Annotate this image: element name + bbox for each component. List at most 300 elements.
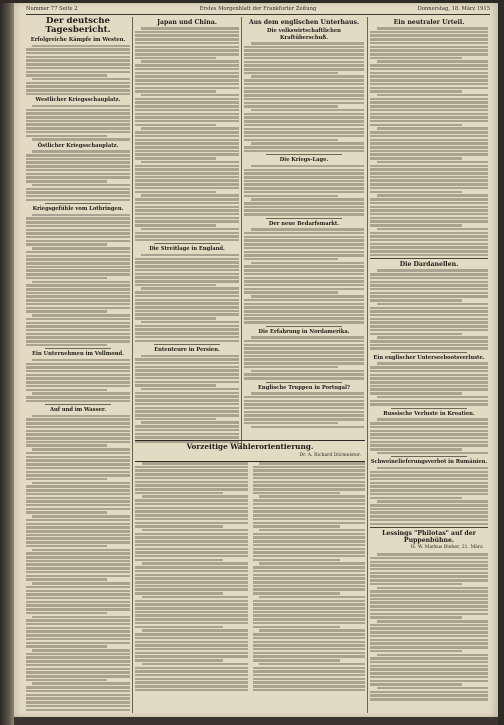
text-line bbox=[135, 280, 239, 283]
text-line bbox=[26, 336, 130, 339]
text-line bbox=[26, 240, 130, 243]
text-line bbox=[370, 310, 488, 313]
text-line bbox=[135, 72, 239, 75]
text-line bbox=[370, 691, 488, 694]
text-line bbox=[370, 698, 488, 701]
text-line bbox=[259, 495, 365, 498]
text-line bbox=[26, 307, 130, 310]
text-line bbox=[370, 333, 462, 336]
text-line bbox=[32, 105, 130, 108]
column-1-text-block bbox=[26, 45, 130, 96]
text-line bbox=[370, 131, 488, 134]
text-line bbox=[135, 57, 216, 60]
column-4b-text-block bbox=[370, 553, 488, 701]
text-line bbox=[244, 243, 364, 246]
text-line bbox=[370, 572, 488, 575]
text-line bbox=[370, 165, 488, 168]
text-line bbox=[244, 135, 364, 138]
text-line bbox=[26, 176, 130, 179]
text-line bbox=[26, 645, 107, 648]
wide-article-body bbox=[135, 462, 365, 693]
text-line bbox=[26, 123, 130, 126]
text-line bbox=[135, 678, 248, 681]
text-line bbox=[135, 306, 239, 309]
text-line bbox=[244, 269, 364, 272]
text-line bbox=[135, 384, 216, 387]
text-line bbox=[26, 638, 130, 641]
text-line bbox=[135, 410, 239, 413]
text-line bbox=[253, 514, 366, 517]
text-line bbox=[135, 600, 248, 603]
text-line bbox=[244, 187, 364, 190]
text-line bbox=[377, 620, 488, 623]
text-line bbox=[135, 38, 239, 41]
text-line bbox=[26, 127, 130, 130]
column-2-text-block bbox=[135, 27, 239, 241]
text-line bbox=[244, 291, 338, 294]
text-line bbox=[26, 664, 130, 667]
column-3-text-block bbox=[244, 228, 364, 323]
text-line bbox=[253, 533, 366, 536]
text-line bbox=[259, 562, 365, 565]
column-4b-title: Lessings "Philotas" auf der Puppenbühne. bbox=[382, 530, 476, 545]
text-line bbox=[135, 109, 239, 112]
text-line bbox=[253, 588, 366, 591]
text-line bbox=[251, 42, 364, 45]
text-line bbox=[244, 358, 364, 361]
text-line bbox=[26, 63, 130, 66]
text-line bbox=[244, 87, 364, 90]
text-line bbox=[135, 566, 248, 569]
text-line bbox=[26, 463, 130, 466]
text-line bbox=[135, 206, 239, 209]
text-line bbox=[26, 604, 130, 607]
text-line bbox=[26, 89, 130, 92]
text-line bbox=[26, 158, 130, 161]
text-line bbox=[26, 552, 130, 555]
text-line bbox=[26, 630, 130, 633]
text-line bbox=[135, 42, 239, 45]
text-line bbox=[135, 399, 239, 402]
text-line bbox=[370, 676, 488, 679]
text-line bbox=[142, 529, 248, 532]
text-line bbox=[370, 113, 488, 116]
column-rule bbox=[367, 17, 368, 713]
text-line bbox=[244, 303, 364, 306]
text-line bbox=[253, 633, 366, 636]
text-line bbox=[135, 101, 239, 104]
column-2 bbox=[135, 17, 239, 449]
text-line bbox=[370, 627, 488, 630]
text-line bbox=[370, 75, 488, 78]
text-line bbox=[135, 168, 239, 171]
text-line bbox=[32, 78, 130, 81]
text-line bbox=[253, 522, 366, 525]
text-line bbox=[135, 559, 223, 562]
text-line bbox=[26, 627, 130, 630]
text-line bbox=[135, 265, 239, 268]
text-line bbox=[370, 217, 488, 220]
text-line bbox=[135, 611, 248, 614]
text-line bbox=[26, 340, 130, 343]
text-line bbox=[244, 57, 364, 60]
text-line bbox=[370, 254, 488, 257]
text-line bbox=[135, 633, 248, 636]
text-line bbox=[370, 642, 488, 645]
text-line bbox=[135, 603, 248, 606]
column-4-title: Ein neutraler Urteil. bbox=[393, 19, 465, 26]
text-line bbox=[370, 321, 488, 324]
text-line bbox=[135, 373, 239, 376]
text-line bbox=[370, 340, 488, 343]
column-1-separator bbox=[45, 348, 112, 349]
text-line bbox=[370, 478, 488, 481]
text-line bbox=[370, 366, 488, 369]
text-line bbox=[135, 414, 239, 417]
text-line bbox=[141, 421, 239, 424]
newspaper-page bbox=[14, 3, 498, 717]
column-2-separator bbox=[154, 344, 221, 345]
text-line bbox=[370, 511, 488, 514]
column-3-subhead-2: Die Kriegs-Lage. bbox=[279, 157, 329, 164]
text-line bbox=[253, 607, 366, 610]
text-line bbox=[244, 310, 364, 313]
wide-article bbox=[135, 438, 365, 713]
text-line bbox=[370, 668, 488, 671]
text-line bbox=[259, 596, 365, 599]
text-line bbox=[32, 649, 130, 652]
text-line bbox=[244, 113, 364, 116]
text-line bbox=[135, 220, 239, 223]
text-line bbox=[135, 146, 239, 149]
text-line bbox=[32, 582, 130, 585]
text-line bbox=[377, 336, 488, 339]
text-line bbox=[26, 120, 130, 123]
text-line bbox=[26, 467, 130, 470]
text-line bbox=[26, 59, 130, 62]
text-line bbox=[142, 562, 248, 565]
text-line bbox=[370, 46, 488, 49]
text-line bbox=[26, 534, 130, 537]
text-line bbox=[26, 366, 130, 369]
column-2-subhead-2: Ententeure in Persien. bbox=[154, 347, 220, 353]
text-line bbox=[370, 213, 488, 216]
text-line bbox=[253, 685, 366, 688]
text-line bbox=[26, 266, 130, 269]
text-line bbox=[26, 456, 130, 459]
text-line bbox=[135, 276, 239, 279]
text-line bbox=[244, 258, 338, 261]
text-line bbox=[135, 295, 239, 298]
text-line bbox=[377, 127, 488, 130]
text-line bbox=[377, 27, 488, 30]
column-1-text-block bbox=[26, 150, 130, 201]
text-line bbox=[141, 254, 239, 257]
text-line bbox=[244, 411, 364, 414]
text-line bbox=[26, 530, 130, 533]
text-line bbox=[370, 250, 488, 253]
text-line bbox=[370, 579, 488, 582]
text-line bbox=[26, 243, 107, 246]
text-line bbox=[26, 154, 130, 157]
text-line bbox=[370, 601, 488, 604]
text-line bbox=[32, 448, 130, 451]
text-line bbox=[244, 195, 338, 198]
text-line bbox=[141, 60, 239, 63]
text-line bbox=[26, 191, 130, 194]
text-line bbox=[244, 422, 338, 425]
text-line bbox=[26, 697, 130, 700]
text-line bbox=[370, 422, 488, 425]
column-2-text-block bbox=[135, 355, 239, 443]
text-line bbox=[26, 255, 130, 258]
text-line bbox=[251, 142, 364, 145]
text-line bbox=[244, 183, 364, 186]
text-line bbox=[244, 116, 364, 119]
text-line bbox=[370, 187, 488, 190]
text-line bbox=[253, 614, 366, 617]
text-line bbox=[32, 247, 130, 250]
text-line bbox=[253, 689, 366, 692]
text-line bbox=[26, 433, 130, 436]
column-3-subhead-1: Die volkswirtschaftlichen Kraftüberschuß. bbox=[267, 28, 341, 41]
text-line bbox=[26, 519, 130, 522]
column-2-subhead-1: Die Streitlage in England. bbox=[149, 246, 225, 253]
text-line bbox=[135, 124, 216, 127]
text-line bbox=[370, 57, 462, 60]
text-line bbox=[377, 303, 488, 306]
text-line bbox=[244, 202, 364, 205]
text-line bbox=[244, 351, 364, 354]
text-line bbox=[370, 519, 488, 522]
text-line bbox=[135, 429, 239, 432]
column-3-text-block bbox=[244, 42, 364, 152]
text-line bbox=[26, 288, 130, 291]
text-line bbox=[253, 484, 366, 487]
text-line bbox=[135, 492, 223, 495]
text-line bbox=[253, 622, 366, 625]
column-1-subhead-5: Ein Unternehmen im Vollmond. bbox=[32, 351, 124, 358]
text-line bbox=[135, 551, 248, 554]
text-line bbox=[253, 585, 366, 588]
column-1-subhead-1: Erfolgreiche Kämpfe im Westen. bbox=[30, 37, 126, 43]
column-4-subhead-3: Russische Verluste in Kroatien. bbox=[383, 410, 475, 417]
text-line bbox=[244, 407, 364, 410]
text-line bbox=[370, 426, 488, 429]
text-line bbox=[253, 652, 366, 655]
text-line bbox=[26, 221, 130, 224]
text-line bbox=[135, 585, 248, 588]
wide-article-text-left bbox=[135, 462, 248, 693]
text-line bbox=[26, 232, 130, 235]
column-3-separator bbox=[266, 382, 343, 383]
text-line bbox=[370, 34, 488, 37]
text-line bbox=[370, 448, 462, 451]
text-line bbox=[26, 656, 130, 659]
text-line bbox=[370, 657, 488, 660]
text-line bbox=[244, 373, 364, 376]
text-line bbox=[244, 131, 364, 134]
text-line bbox=[244, 347, 364, 350]
text-line bbox=[26, 385, 130, 388]
text-line bbox=[135, 581, 248, 584]
text-line bbox=[244, 232, 364, 235]
text-line bbox=[244, 288, 364, 291]
text-line bbox=[251, 165, 364, 168]
text-line bbox=[370, 403, 488, 406]
text-line bbox=[370, 616, 462, 619]
text-line bbox=[26, 590, 130, 593]
text-line bbox=[244, 176, 364, 179]
text-line bbox=[370, 68, 488, 71]
text-line bbox=[32, 150, 130, 153]
text-line bbox=[253, 674, 366, 677]
text-line bbox=[253, 644, 366, 647]
text-line bbox=[370, 150, 488, 153]
text-line bbox=[26, 295, 130, 298]
text-line bbox=[32, 45, 130, 48]
text-line bbox=[253, 670, 366, 673]
text-line bbox=[26, 511, 107, 514]
text-line bbox=[370, 288, 488, 291]
text-line bbox=[26, 169, 130, 172]
text-line bbox=[135, 139, 239, 142]
text-line bbox=[26, 452, 130, 455]
column-4-text-block bbox=[370, 269, 488, 350]
text-line bbox=[377, 161, 488, 164]
text-line bbox=[135, 381, 239, 384]
text-line bbox=[253, 540, 366, 543]
text-line bbox=[135, 533, 248, 536]
text-line bbox=[370, 42, 488, 45]
text-line bbox=[32, 314, 130, 317]
text-line bbox=[135, 83, 239, 86]
text-line bbox=[135, 113, 239, 116]
text-line bbox=[26, 329, 130, 332]
text-line bbox=[32, 682, 130, 685]
text-line bbox=[32, 616, 130, 619]
text-line bbox=[26, 660, 130, 663]
text-line bbox=[251, 370, 364, 373]
text-line bbox=[370, 381, 488, 384]
text-line bbox=[26, 56, 130, 59]
text-line bbox=[26, 537, 130, 540]
text-line bbox=[253, 544, 366, 547]
text-line bbox=[370, 179, 488, 182]
wide-article-header bbox=[135, 440, 365, 462]
text-line bbox=[135, 79, 239, 82]
text-line bbox=[26, 474, 130, 477]
page-bottom-shadow bbox=[14, 717, 498, 725]
page-header bbox=[26, 6, 490, 15]
text-line bbox=[259, 663, 365, 666]
text-line bbox=[26, 541, 130, 544]
text-line bbox=[377, 654, 488, 657]
text-line bbox=[135, 172, 239, 175]
wide-article-text-right bbox=[253, 462, 366, 693]
column-4 bbox=[370, 17, 488, 713]
text-line bbox=[377, 269, 488, 272]
text-line bbox=[26, 67, 130, 70]
text-line bbox=[253, 566, 366, 569]
text-line bbox=[142, 596, 248, 599]
text-line bbox=[135, 224, 216, 227]
text-line bbox=[26, 251, 130, 254]
text-line bbox=[26, 188, 130, 191]
text-line bbox=[26, 563, 130, 566]
text-line bbox=[26, 578, 107, 581]
text-line bbox=[135, 618, 248, 621]
text-line bbox=[141, 194, 239, 197]
text-line bbox=[26, 694, 130, 697]
text-line bbox=[141, 228, 239, 231]
text-line bbox=[244, 180, 364, 183]
header-issue-number: Nummer 77 Seite 2 bbox=[26, 6, 78, 12]
text-line bbox=[370, 385, 488, 388]
text-line bbox=[244, 83, 364, 86]
text-line bbox=[253, 574, 366, 577]
text-line bbox=[370, 239, 488, 242]
text-line bbox=[135, 667, 248, 670]
wide-article-title: Vorzeitige Wählerorientierung. bbox=[186, 442, 314, 451]
text-line bbox=[135, 191, 216, 194]
text-line bbox=[26, 112, 130, 115]
text-line bbox=[135, 87, 239, 90]
text-line bbox=[244, 344, 364, 347]
text-line bbox=[26, 262, 130, 265]
column-1-text-block bbox=[26, 105, 130, 141]
text-line bbox=[26, 396, 130, 399]
text-line bbox=[253, 648, 366, 651]
text-line bbox=[253, 559, 341, 562]
text-line bbox=[135, 626, 223, 629]
text-line bbox=[370, 613, 488, 616]
text-line bbox=[135, 153, 239, 156]
text-line bbox=[135, 135, 239, 138]
text-line bbox=[142, 663, 248, 666]
text-line bbox=[253, 518, 366, 521]
text-line bbox=[26, 686, 130, 689]
text-line bbox=[370, 347, 488, 350]
text-line bbox=[135, 213, 239, 216]
text-line bbox=[26, 523, 130, 526]
text-line bbox=[135, 488, 248, 491]
text-line bbox=[244, 68, 364, 71]
text-line bbox=[244, 53, 364, 56]
text-line bbox=[370, 90, 462, 93]
text-line bbox=[135, 68, 239, 71]
text-line bbox=[142, 629, 248, 632]
text-line bbox=[135, 418, 216, 421]
text-line bbox=[26, 437, 130, 440]
text-line bbox=[26, 500, 130, 503]
text-line bbox=[26, 85, 130, 88]
text-line bbox=[135, 574, 248, 577]
text-line bbox=[135, 674, 248, 677]
text-line bbox=[26, 48, 130, 51]
text-line bbox=[26, 526, 130, 529]
text-line bbox=[135, 522, 248, 525]
text-line bbox=[26, 471, 130, 474]
text-line bbox=[370, 38, 488, 41]
text-line bbox=[370, 224, 462, 227]
text-line bbox=[26, 571, 130, 574]
text-line bbox=[244, 128, 364, 131]
text-line bbox=[135, 336, 239, 339]
text-line bbox=[135, 425, 239, 428]
column-3 bbox=[244, 17, 364, 449]
text-line bbox=[26, 269, 130, 272]
